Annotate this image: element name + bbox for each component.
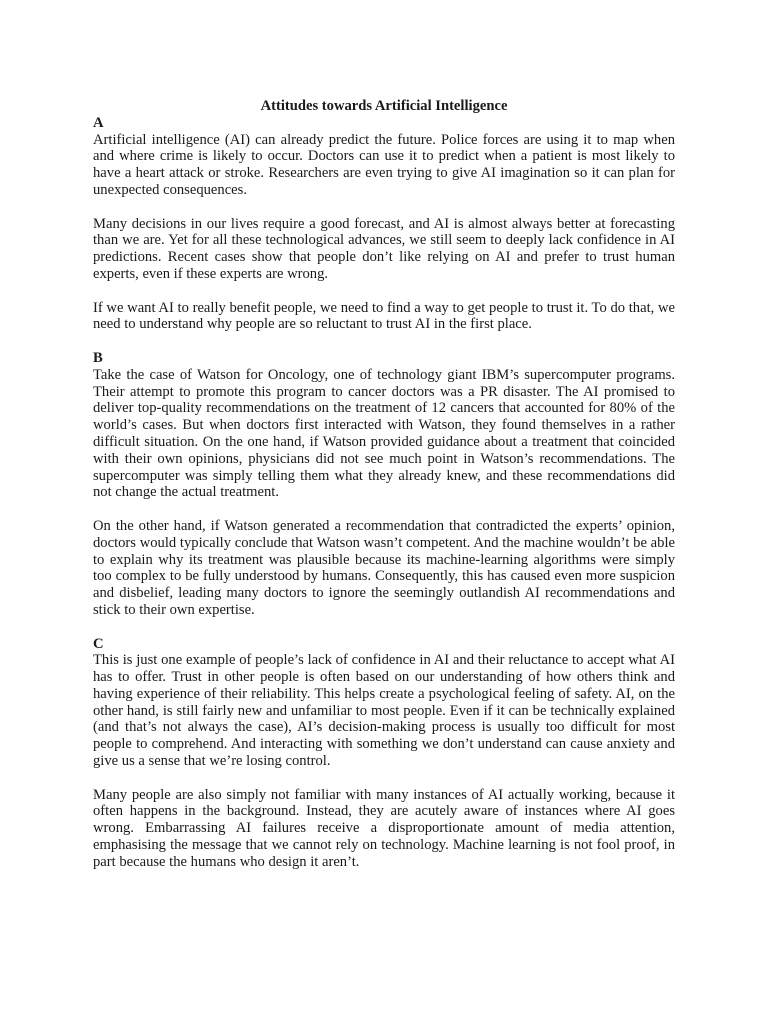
paragraph: Take the case of Watson for Oncology, one of technology giant IBM’s supercomputer programs. Their attempt to promote this program to cancer doctors was a PR disaster. The AI promised to deliver top-quality recommendations on the treatment of 12 cancers that accounted for 80% of the world’s cases. But when doctors first interacted with Watson, they found themselves in a rather difficult situation. On the one hand, if Watson provided guidance about a treatment that coincided with their own opinions, physicians did not see much point in Watson’s recommendations. The supercomputer was simply telling them what they already knew, and these recommendations did not change the actual treatment. (93, 366, 675, 501)
section-gap (93, 333, 675, 350)
section-letter: C (93, 635, 104, 652)
section-letter: A (93, 114, 104, 131)
paragraph: Many people are also simply not familiar with many instances of AI actually working, because it often happens in the background. Instead, they are acutely aware of instances where AI goes wrong. Embarrassing AI failures receive a disproportionate amount of media attention, emphasising the message that we cannot rely on technology. Machine learning is not fool proof, in part because the humans who design it aren’t. (93, 786, 675, 870)
document-page (93, 98, 675, 871)
document-title: Attitudes towards Artificial Intelligence (260, 98, 508, 114)
paragraph-gap (93, 501, 675, 518)
section-a (93, 115, 675, 333)
paragraph-gap (93, 283, 675, 300)
paragraph: If we want AI to really benefit people, we need to find a way to get people to trust it. To do that, we need to understand why people are so reluctant to trust AI in the first place. (93, 299, 675, 333)
section-gap (93, 619, 675, 636)
paragraph: On the other hand, if Watson generated a recommendation that contradicted the experts’ opinion, doctors would typically conclude that Watson wasn’t competent. And the machine wouldn’t be able to explain why its treatment was plausible because its machine-learning algorithms were simply too complex to be fully understood by humans. Consequently, this has caused even more suspicion and disbelief, leading many doctors to ignore the seemingly outlandish AI recommendations and stick to their own expertise. (93, 517, 675, 618)
paragraph-gap (93, 770, 675, 787)
paragraph: Many decisions in our lives require a good forecast, and AI is almost always better at forecasting than we are. Yet for all these technological advances, we still seem to deeply lack confidence in AI predictions. Recent cases show that people don’t like relying on AI and prefer to trust human experts, even if these experts are wrong. (93, 215, 675, 282)
paragraph: This is just one example of people’s lack of confidence in AI and their reluctance to accept what AI has to offer. Trust in other people is often based on our understanding of how others think and having experience of their reliability. This helps create a psychological feeling of safety. AI, on the other hand, is still fairly new and unfamiliar to most people. Even if it can be technically explained (and that’s not always the case), AI’s decision-making process is usually too difficult for most people to comprehend. And interacting with something we don’t understand can cause anxiety and give us a sense that we’re losing control. (93, 652, 675, 770)
section-letter: B (93, 349, 103, 366)
paragraph-gap (93, 199, 675, 216)
section-b (93, 350, 675, 619)
section-c (93, 636, 675, 871)
paragraph: Artificial intelligence (AI) can already predict the future. Police forces are using it to map when and where crime is likely to occur. Doctors can use it to predict when a patient is most likely to have a heart attack or stroke. Researchers are even trying to give AI imagination so it can plan for unexpected consequences. (93, 131, 675, 198)
